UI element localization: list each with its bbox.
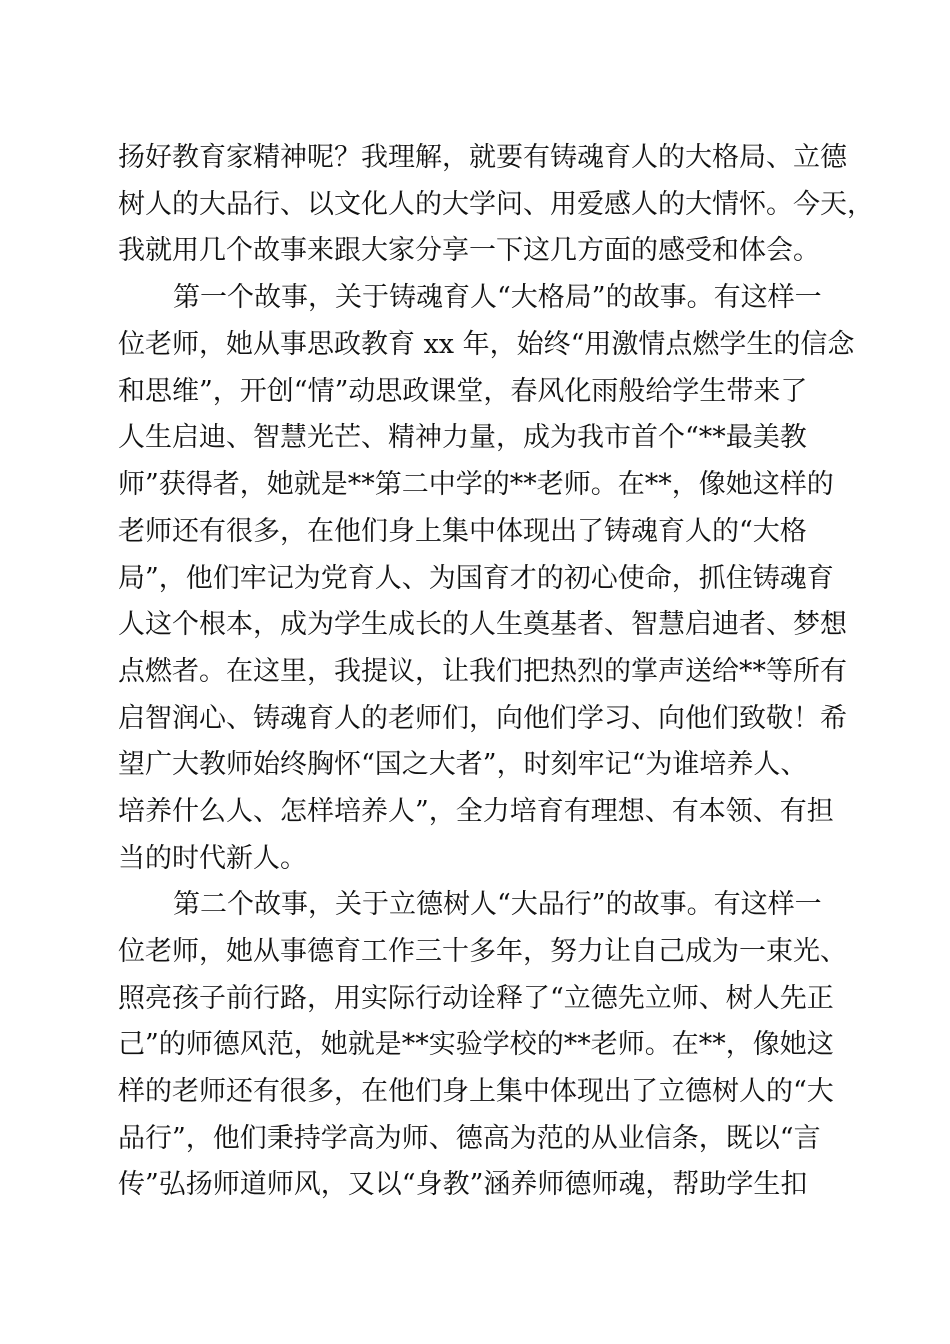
text-line: 树人的大品行、以文化人的大学问、用爱感人的大情怀。今天， (118, 189, 874, 220)
text-line: 局”，他们牢记为党育人、为国育才的初心使命，抓住铸魂育 (118, 563, 834, 594)
text-line: 启智润心、铸魂育人的老师们，向他们学习、向他们致敬！希 (118, 703, 847, 734)
text-line: 扬好教育家精神呢？我理解，就要有铸魂育人的大格局、立德 (118, 142, 847, 173)
text-line: 品行”，他们秉持学高为师、德高为范的从业信条，既以“言 (118, 1123, 821, 1154)
text-line: 位老师，她从事德育工作三十多年，努力让自己成为一束光、 (118, 936, 847, 967)
text-line: 照亮孩子前行路，用实际行动诠释了“立德先立师、树人先正 (118, 983, 834, 1014)
paragraph-start-line: 第一个故事，关于铸魂育人“大格局”的故事。有这样一 (173, 282, 822, 313)
text-line: 人这个根本，成为学生成长的人生奠基者、智慧启迪者、梦想 (118, 609, 847, 640)
text-line: 传”弘扬师道师风，又以“身教”涵养师德师魂，帮助学生扣 (118, 1169, 808, 1200)
text-line: 培养什么人、怎样培养人”，全力培育有理想、有本领、有担 (118, 796, 834, 827)
text-line: 样的老师还有很多，在他们身上集中体现出了立德树人的“大 (118, 1076, 834, 1107)
text-line: 人生启迪、智慧光芒、精神力量，成为我市首个“**最美教 (118, 422, 807, 453)
text-line: 己”的师德风范，她就是**实验学校的**老师。在**，像她这 (118, 1029, 834, 1060)
text-line: 和思维”，开创“情”动思政课堂，春风化雨般给学生带来了 (118, 376, 808, 407)
text-line: 老师还有很多，在他们身上集中体现出了铸魂育人的“大格 (118, 516, 807, 547)
text-line: 望广大教师始终胸怀“国之大者”，时刻牢记“为谁培养人、 (118, 749, 808, 780)
text-line: 当的时代新人。 (118, 843, 307, 874)
text-line: 师”获得者，她就是**第二中学的**老师。在**，像她这样的 (118, 469, 834, 500)
text-line: 点燃者。在这里，我提议，让我们把热烈的掌声送给**等所有 (118, 656, 847, 687)
text-line: 我就用几个故事来跟大家分享一下这几方面的感受和体会。 (118, 235, 820, 266)
text-line: 位老师，她从事思政教育 xx 年，始终“用激情点燃学生的信念 (118, 329, 855, 360)
paragraph-start-line: 第二个故事，关于立德树人“大品行”的故事。有这样一 (173, 889, 822, 920)
